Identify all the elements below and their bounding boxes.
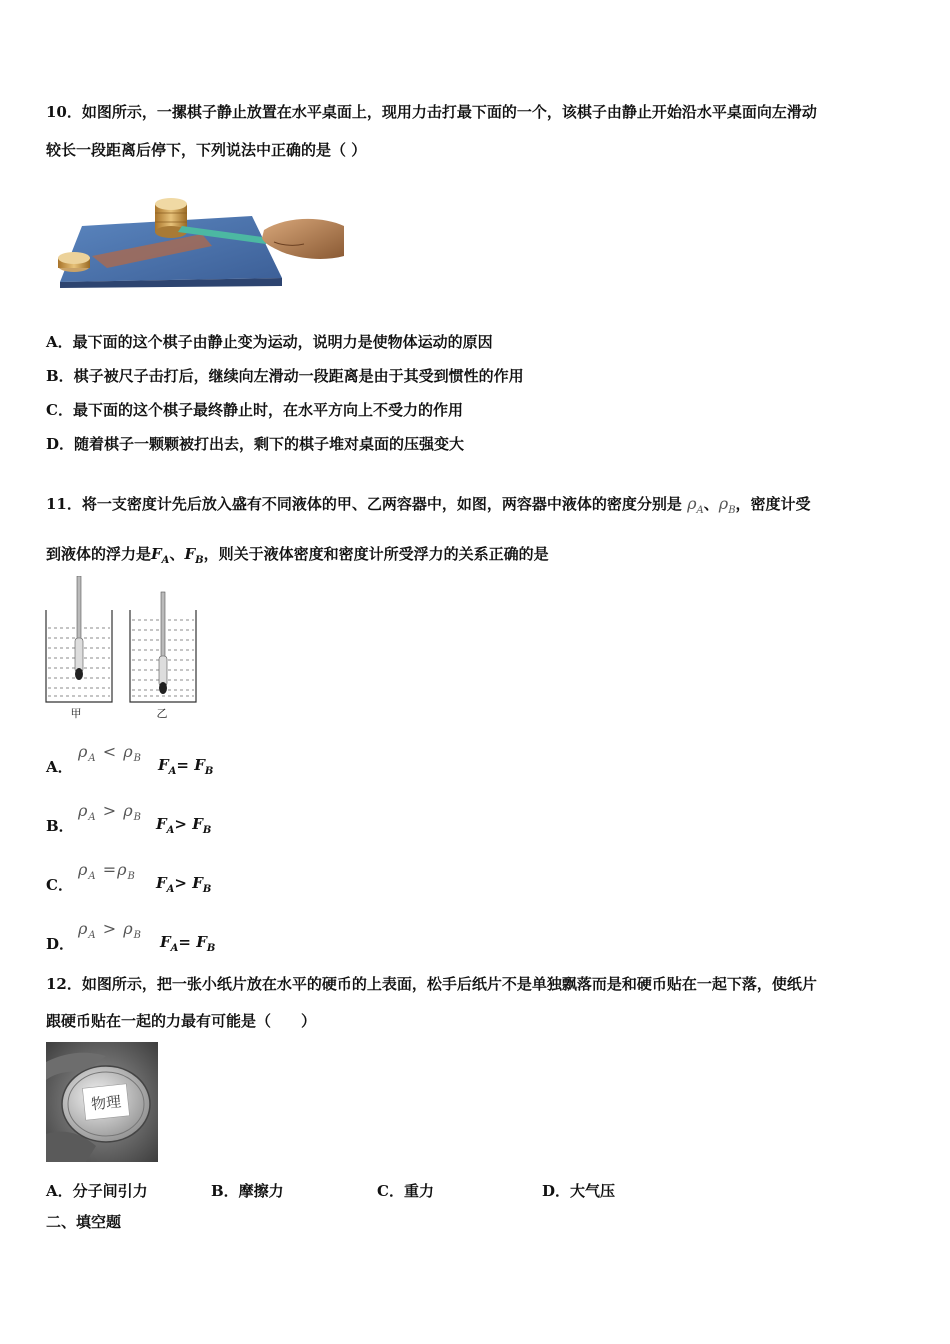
q11-option-b: B． $\rho_A > \rho_B$ $F_A> F_B$ [46, 801, 212, 836]
rho-b-symbol: $\rho_B$ [718, 494, 736, 517]
q11-option-a: A． $\rho_A < \rho_B$ $F_A= F_B$ [46, 742, 214, 777]
q11-option-d: D． $\rho_A > \rho_B$ $F_A= F_B$ [46, 919, 216, 954]
q12-option-b: B．摩擦力 [211, 1182, 284, 1200]
q11-option-c: C． $\rho_A =\rho_B$ $F_A> F_B$ [46, 860, 212, 895]
q11-stem-line2 [46, 544, 549, 571]
q11-stem-line2-tail: ，则关于液体密度和密度计所受浮力的关系正确的是 [203, 545, 549, 563]
q12-stem-line1: 12．如图所示，把一张小纸片放在水平的硬币的上表面，松手后纸片不是单独飘落而是和硬币贴在一起下落，使纸片 [46, 975, 817, 993]
q10-figure-chess-pieces [52, 186, 352, 296]
q10-option-a: A．最下面的这个棋子由静止变为运动，说明力是使物体运动的原因 [46, 333, 493, 351]
force-b-symbol: $F_B$ [184, 545, 204, 566]
q11-stem-text: 11．将一支密度计先后放入盛有不同液体的甲、乙两容器中，如图，两容器中液体的密度分别是 [46, 495, 682, 513]
section-heading: 二、填空题 [46, 1213, 122, 1231]
q12-option-d: D．大气压 [542, 1182, 616, 1200]
q10-option-c: C．最下面的这个棋子最终静止时，在水平方向上不受力的作用 [46, 401, 463, 419]
rho-a-symbol: $\rho_A$ [687, 494, 704, 517]
q10-stem-line2: 较长一段距离后停下，下列说法中正确的是（ ） [46, 141, 367, 159]
q10-option-b: B．棋子被尺子击打后，继续向左滑动一段距离是由于其受到惯性的作用 [46, 367, 524, 385]
q10-option-d: D．随着棋子一颗颗被打出去，剩下的棋子堆对桌面的压强变大 [46, 435, 465, 453]
q10-stem-line1: 10．如图所示，一摞棋子静止放置在水平桌面上，现用力击打最下面的一个，该棋子由静止开始沿水平桌面向左滑动 [46, 103, 817, 121]
container-label-yi: 乙 [156, 707, 168, 720]
q12-option-a: A．分子间引力 [46, 1182, 148, 1200]
q11-stem-line2-text: 到液体的浮力是 [46, 545, 152, 563]
q11-stem-tail: ，密度计受 [735, 495, 811, 513]
q11-figure-hydrometers [42, 576, 202, 720]
q11-stem-line1 [46, 494, 811, 521]
separator: 、 [169, 545, 185, 563]
container-label-jia: 甲 [70, 707, 82, 720]
q12-figure-coin-photo [46, 1042, 158, 1162]
separator: 、 [703, 495, 719, 513]
q12-stem-line2: 跟硬币贴在一起的力最有可能是（ ） [46, 1012, 317, 1030]
coin-paper-text: 物理 [90, 1092, 122, 1114]
q12-option-c: C．重力 [377, 1182, 434, 1200]
force-a-symbol: $F_A$ [151, 545, 170, 566]
